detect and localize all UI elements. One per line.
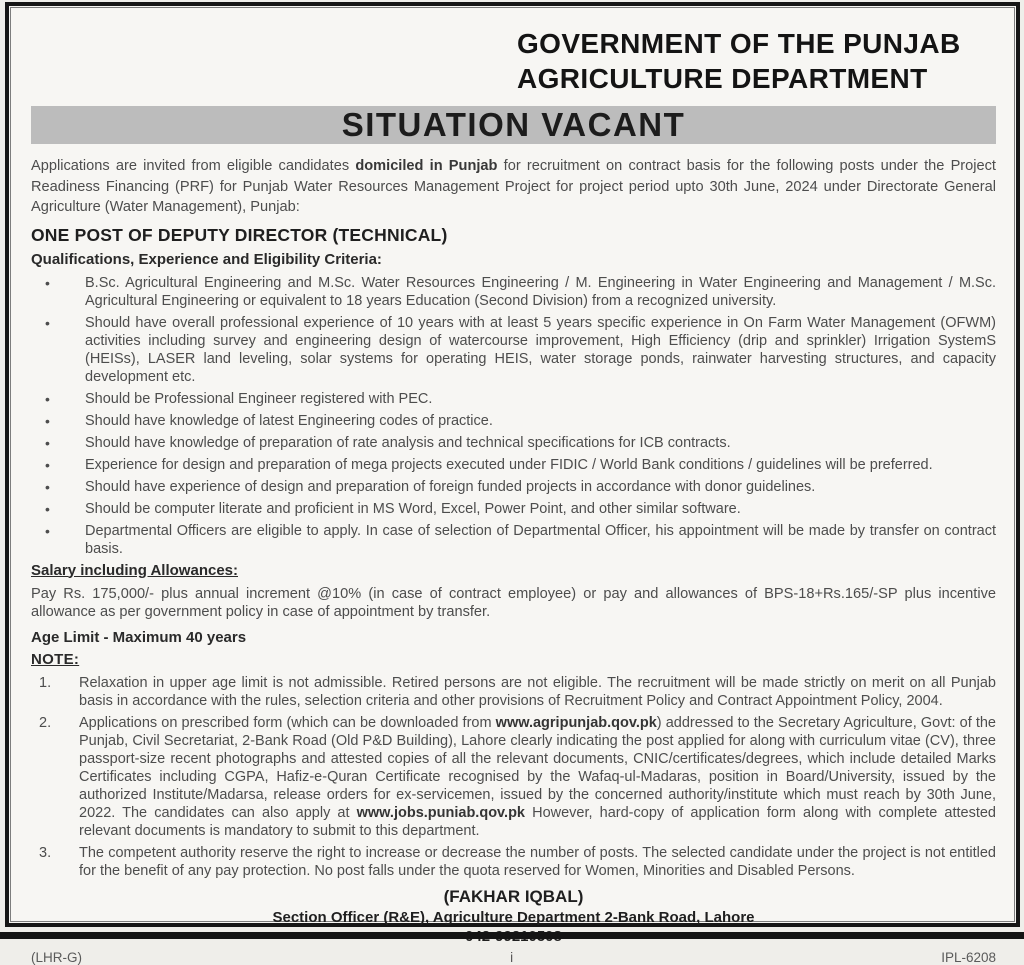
note-item (31, 844, 996, 880)
qualification-item (31, 522, 996, 558)
note-item (31, 674, 996, 710)
advert-frame (5, 2, 1020, 965)
bullet-icon: • (45, 434, 50, 451)
banner-title: SITUATION VACANT (31, 106, 996, 144)
note-text (79, 714, 996, 840)
qualification-text: Should be computer literate and proficient in MS Word, Excel, Power Point, and other similar software. (85, 500, 741, 517)
age-limit: Age Limit - Maximum 40 years (31, 628, 247, 646)
bullet-icon: • (45, 274, 50, 291)
note-number: 1. (39, 674, 52, 691)
footer-right-code: IPL-6208 (941, 949, 996, 965)
signatory-title: Section Officer (R&E), Agriculture Department 2-Bank Road, Lahore (272, 908, 755, 926)
qualification-text: Should have knowledge of preparation of rate analysis and technical specifications for ICB contracts. (85, 434, 731, 451)
salary-heading: Salary including Allowances: (31, 561, 238, 579)
note-item (31, 714, 996, 840)
qualification-item (31, 434, 996, 452)
bullet-icon: • (45, 412, 50, 429)
bullet-icon: • (45, 456, 50, 473)
note2-seg1: Applications on prescribed form (which can be downloaded from (79, 714, 496, 731)
qualification-text: Departmental Officers are eligible to apply. In case of selection of Departmental Officer, his appointment will be made by transfer on contract basis. (85, 522, 996, 557)
bullet-icon: • (45, 390, 50, 407)
url-jobs-punjab: www.jobs.puniab.qov.pk (356, 804, 525, 821)
note2-seg2: ) addressed to the Secretary Agriculture, Govt: of the Punjab, Civil Secretariat, 2-Bank Road (Old P&D Building), Lahore clearly indicating the post applied for along with curriculum vitae (CV), three passport-size recent photographs and attested copies of all the relevant documents, CNIC/certificates/degrees, which include detailed Marks Certificates including CGPA, Hafiz-e-Quran Certificate recognised by the Wafaq-ul-Madaras, position in Board/University, issued by the authorized Institute/Madarsa, release orders for ex-servicemen, issued by the concerned authority/institute which must reach by 30th June, 2022. The candidates can also apply at (79, 714, 996, 821)
note-heading: NOTE: (31, 650, 80, 668)
header-line1: GOVERNMENT OF THE PUNJAB (517, 28, 961, 59)
qualifications-list (31, 274, 996, 558)
footer-left-code: (LHR-G) (31, 949, 82, 965)
note-number: 3. (39, 844, 52, 861)
header (517, 26, 996, 96)
qualification-item (31, 500, 996, 518)
bullet-icon: • (45, 500, 50, 517)
intro-paragraph (31, 156, 996, 218)
qualification-item (31, 314, 996, 386)
header-line2: AGRICULTURE DEPARTMENT (517, 63, 928, 94)
note-text: The competent authority reserve the right to increase or decrease the number of posts. The selected candidate under the project is not entitled for the benefit of any pay protection. No post falls under the quota reserved for Women, Minorities and Disabled Persons. (79, 844, 996, 879)
footer-center-mark: i (510, 949, 514, 965)
qualification-text: Should have knowledge of latest Engineering codes of practice. (85, 412, 493, 429)
note-text: Relaxation in upper age limit is not admissible. Retired persons are not eligible. The recruitment will be made strictly on merit on all Punjab basis in accordance with the rules, selection criteria and other provisions of Recruitment Policy and Contract Appointment Policy, 2004. (79, 674, 996, 709)
intro-post: for recruitment on contract basis for the following posts under the Project Readiness Financing (PRF) for Punjab Water Resources Management Project for project period upto 30th June, 2024 under Directorate General Agriculture (Water Management), Punjab: (31, 158, 996, 215)
notes-list (31, 674, 996, 880)
intro-bold-domiciled: domiciled in Punjab (355, 158, 498, 174)
footer (31, 950, 996, 965)
bullet-icon: • (45, 314, 50, 331)
intro-pre: Applications are invited from eligible candidates (31, 158, 356, 174)
qualification-text: Should have overall professional experience of 10 years with at least 5 years specific experience in On Farm Water Management (OFWM) activities including survey and engineering design of watercourse improvement, High Efficiency (drip and sprinkler) Irrigation SystemS (HEISs), LASER land leveling, solar systems for operating HEIS, water storage ponds, rainwater harvesting structures, and capacity development etc. (85, 314, 996, 385)
qualification-item (31, 456, 996, 474)
qualification-text: Should be Professional Engineer registered with PEC. (85, 390, 433, 407)
qualification-text: Should have experience of design and preparation of foreign funded projects in accordance with donor guidelines. (85, 478, 816, 495)
post-heading: ONE POST OF DEPUTY DIRECTOR (TECHNICAL) (31, 224, 448, 245)
signatory-name: (FAKHAR IQBAL) (443, 886, 584, 906)
qualification-item (31, 412, 996, 430)
qualification-text: Experience for design and preparation of mega projects executed under FIDIC / World Bank conditions / guidelines will be preferred. (85, 456, 933, 473)
qualification-item (31, 274, 996, 310)
qualification-text: B.Sc. Agricultural Engineering and M.Sc. Water Resources Engineering / M. Engineering in Water Engineering and Management / M.Sc. Agricultural Engineering or equivalent to 18 years Education (Second Division) from a recognized university. (85, 274, 996, 309)
bullet-icon: • (45, 478, 50, 495)
note-number: 2. (39, 714, 52, 731)
qualification-item (31, 390, 996, 408)
url-agripunjab: www.agripunjab.qov.pk (495, 714, 657, 731)
qualifications-heading: Qualifications, Experience and Eligibility Criteria: (31, 250, 382, 268)
bottom-column-rule (0, 932, 1024, 939)
qualification-item (31, 478, 996, 496)
advert-inner (10, 7, 1015, 965)
salary-paragraph: Pay Rs. 175,000/- plus annual increment @10% (in case of contract employee) or pay and allowances of BPS-18+Rs.165/-SP plus incentive allowance as per government policy in case of appointment by transfer. (31, 585, 996, 620)
bullet-icon: • (45, 522, 50, 539)
note2-seg3: However, hard-copy of application form along with complete attested relevant documents is mandatory to submit to this department. (79, 804, 996, 839)
